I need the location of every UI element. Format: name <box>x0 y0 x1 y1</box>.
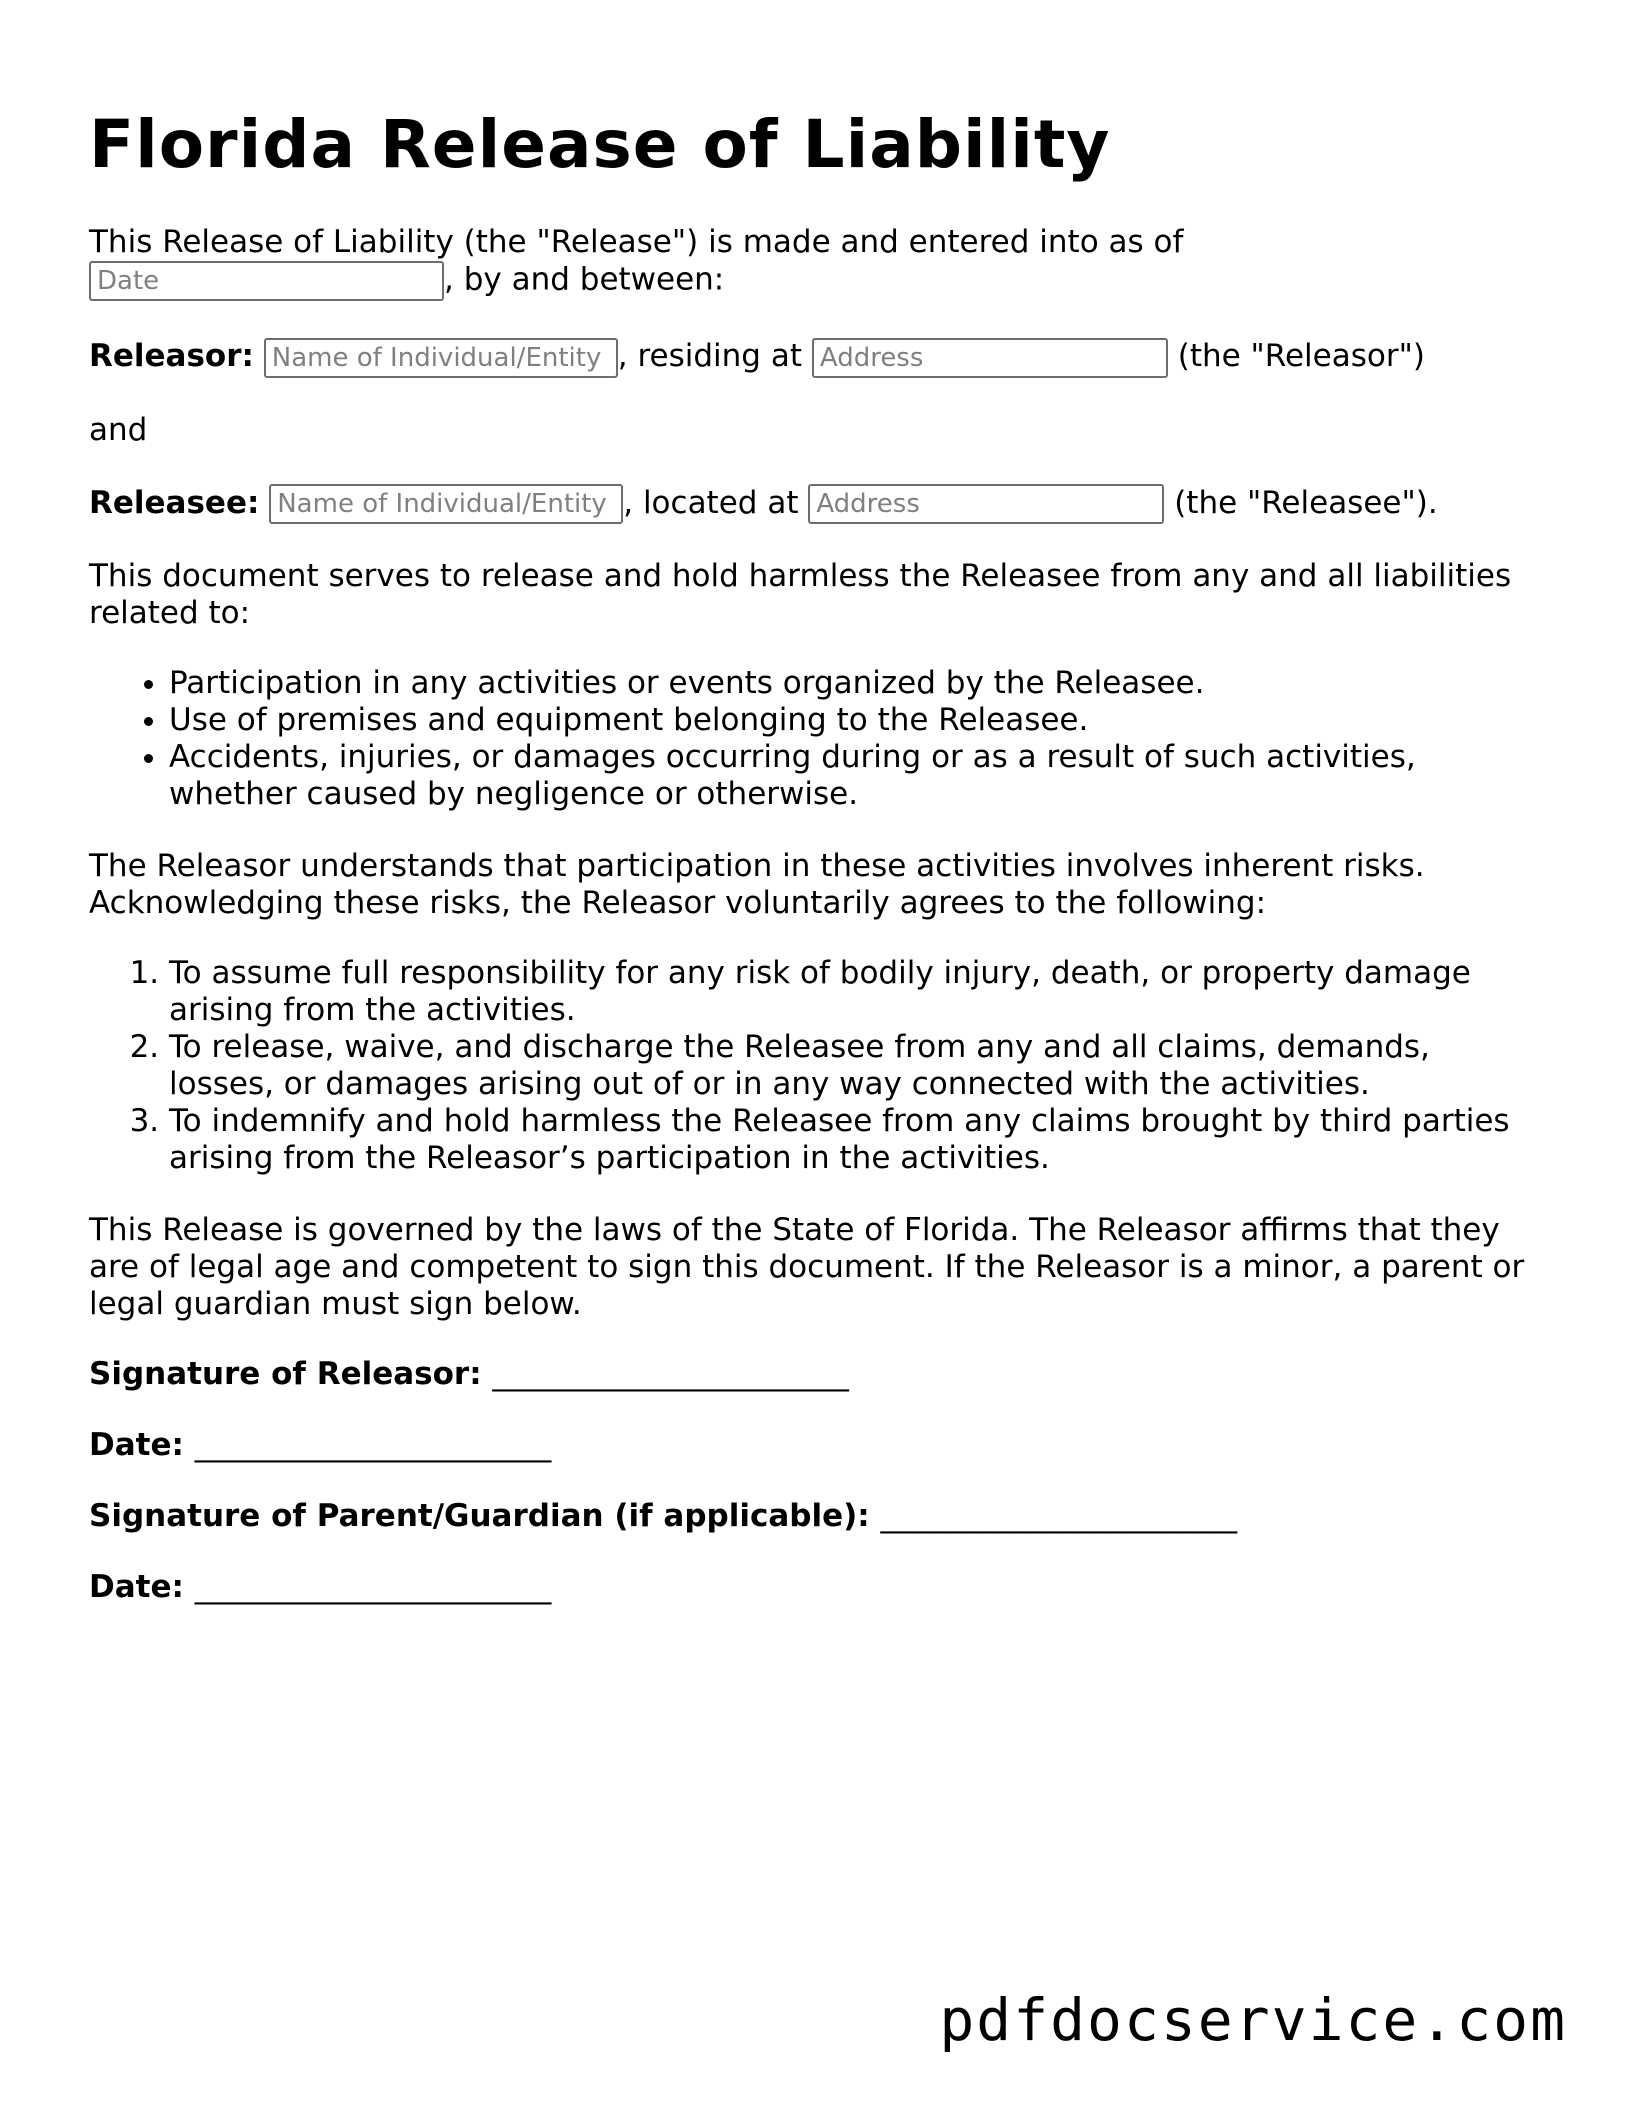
releasor-connector: , residing at <box>617 338 802 374</box>
date-line-2 <box>89 1569 1539 1606</box>
releasor-signature-label: Signature of Releasor: <box>89 1356 482 1392</box>
guardian-signature-label: Signature of Parent/Guardian (if applicable): <box>89 1498 870 1534</box>
releasee-label: Releasee: <box>89 484 260 521</box>
list-item: 2. To release, waive, and discharge the Releasee from any and all claims, demands, losses, or damages arising out of or in any way connected with the activities. <box>169 1029 1539 1103</box>
releasor-name-field[interactable]: Name of Individual/Entity <box>264 338 618 378</box>
date-label-2: Date: <box>89 1569 184 1605</box>
releasor-signature-blank[interactable]: _______________________ <box>492 1356 849 1392</box>
releasor-line <box>89 336 1539 378</box>
releasor-signature-line <box>89 1356 1539 1393</box>
agreements-list <box>89 955 1539 1177</box>
releasor-label: Releasor: <box>89 338 254 374</box>
date-line-1 <box>89 1427 1539 1464</box>
releasee-connector: , located at <box>623 484 799 521</box>
document <box>89 105 1539 1640</box>
releasee-suffix: (the "Releasee"). <box>1174 484 1438 521</box>
scope-intro: This document serves to release and hold harmless the Releasee from any and all liabilities related to: <box>89 558 1512 631</box>
date-label-1: Date: <box>89 1427 184 1463</box>
risk-intro: The Releasor understands that participation in these activities involves inherent risks. Acknowledging these risks, the Releasor voluntarily agrees to the following: <box>89 848 1425 921</box>
releasee-name-field[interactable]: Name of Individual/Entity <box>269 484 623 524</box>
releasee-line <box>89 483 1539 525</box>
footer-watermark: pdfdocservice.com <box>939 1986 1567 2054</box>
and-text: and <box>89 411 148 448</box>
page-title: Florida Release of Liability <box>89 106 1111 183</box>
releasee-address-field[interactable]: Address <box>808 484 1164 524</box>
releasor-suffix: (the "Releasor") <box>1177 338 1425 374</box>
date-blank-2[interactable]: _______________________ <box>194 1569 552 1605</box>
intro-paragraph <box>89 224 1539 301</box>
guardian-signature-blank[interactable]: _______________________ <box>880 1498 1237 1534</box>
list-item: • Participation in any activities or events organized by the Releasee. <box>169 665 1539 702</box>
releasor-address-field[interactable]: Address <box>812 338 1168 378</box>
list-item: • Accidents, injuries, or damages occurring during or as a result of such activities, whether caused by negligence or otherwise. <box>169 739 1539 813</box>
guardian-signature-line <box>89 1498 1539 1535</box>
scope-list <box>89 665 1539 813</box>
list-item: 1. To assume full responsibility for any risk of bodily injury, death, or property damage arising from the activities. <box>169 955 1539 1029</box>
governing-law: This Release is governed by the laws of the State of Florida. The Releasor affirms that they are of legal age and competent to sign this document. If the Releasor is a minor, a parent or legal guardian must sign below. <box>89 1212 1525 1322</box>
intro-text: This Release of Liability (the "Release") is made and entered into as of <box>89 224 1184 260</box>
list-item: • Use of premises and equipment belonging to the Releasee. <box>169 702 1539 739</box>
list-item: 3. To indemnify and hold harmless the Releasee from any claims brought by third parties arising from the Releasor’s participation in the activities. <box>169 1103 1539 1177</box>
date-blank-1[interactable]: _______________________ <box>194 1427 552 1463</box>
date-field[interactable]: Date <box>89 261 444 301</box>
intro-text-after: , by and between: <box>444 261 725 298</box>
